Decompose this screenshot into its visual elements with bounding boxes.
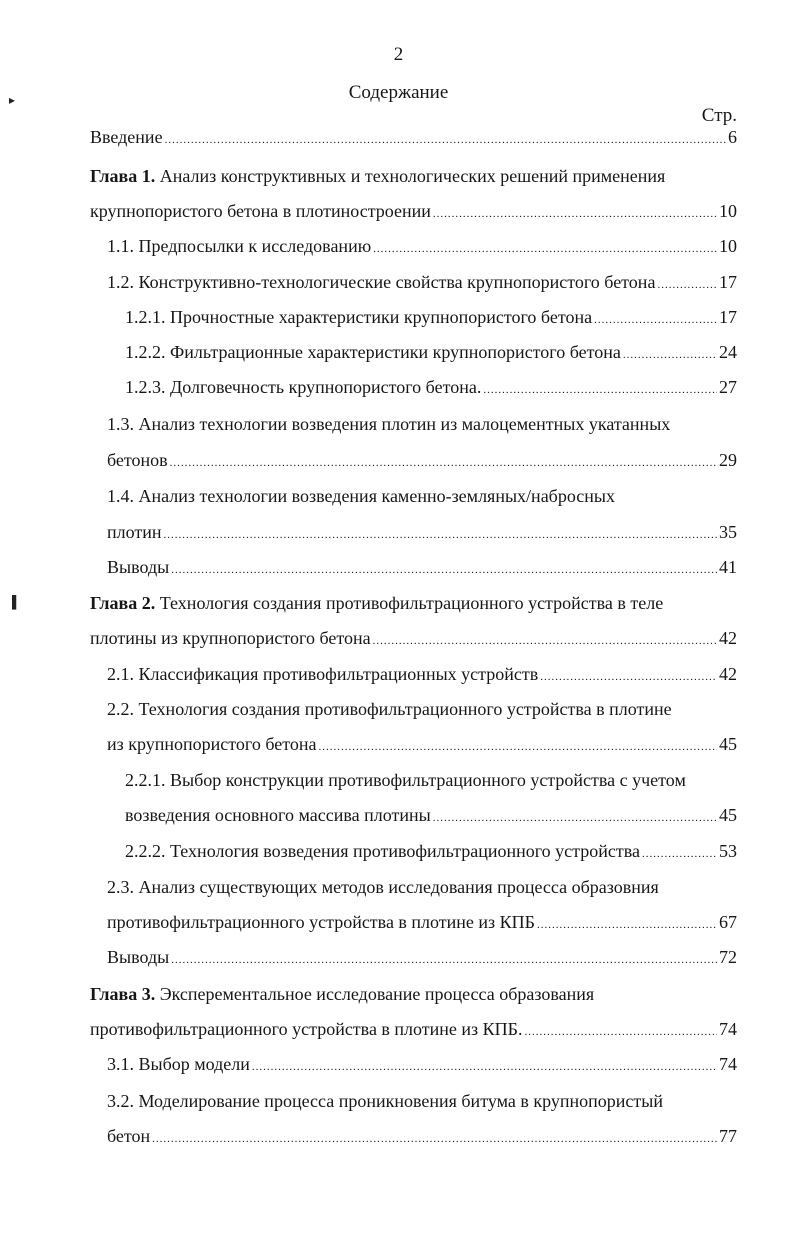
toc-entry-1-3-cont[interactable]: бетонов ..... 29 [107, 449, 737, 474]
toc-page: 35 [719, 522, 737, 542]
chapter-label: Глава 3. [90, 984, 156, 1004]
toc-page: 17 [719, 272, 737, 292]
toc-entry-2-2-cont[interactable]: из крупнопористого бетона ..... 45 [107, 733, 737, 758]
toc-entry-chapter-3[interactable]: Глава 3. Эксперементальное исследование процесса образования [90, 984, 595, 1004]
toc-entry-1-4-cont[interactable]: плотин ..... 35 [107, 521, 737, 546]
toc-page: 72 [719, 947, 737, 967]
toc-entry-1-4[interactable]: 1.4. Анализ технологии возведения каменно-земляных/набросных [107, 486, 615, 506]
toc-entry-2-2-1-cont[interactable]: возведения основного массива плотины ..... 45 [125, 804, 737, 829]
toc-entry-1-3[interactable]: 1.3. Анализ технологии возведения плотин из малоцементных укатанных [107, 414, 671, 434]
toc-entry-chapter-1[interactable]: Глава 1. Анализ конструктивных и технологических решений применения [90, 166, 666, 186]
toc-entry-2-1[interactable]: 2.1. Классификация противофильтрационных устройств ..... 42 [107, 663, 737, 688]
toc-page: 24 [719, 342, 737, 362]
toc-entry-3-2[interactable]: 3.2. Моделирование процесса проникновения битума в крупнопористый [107, 1091, 663, 1111]
toc-entry-intro[interactable]: Введение ..... 6 [90, 126, 737, 151]
toc-page: 74 [719, 1019, 737, 1039]
toc-entry-2-3[interactable]: 2.3. Анализ существующих методов исследования процесса образовния [107, 877, 659, 897]
toc-page: 17 [719, 307, 737, 327]
toc-entry-chapter-1-cont[interactable]: крупнопористого бетона в плотиностроении ..... 10 [90, 200, 737, 225]
toc-entry-1-2-2[interactable]: 1.2.2. Фильтрационные характеристики крупнопористого бетона ..... 24 [125, 341, 737, 366]
toc-entry-2-2-2[interactable]: 2.2.2. Технология возведения противофильтрационного устройства ..... 53 [125, 840, 737, 865]
toc-entry-conclusions-1[interactable]: Выводы ..... 41 [107, 556, 737, 581]
toc-page: 27 [719, 377, 737, 397]
toc-entry-2-2-1[interactable]: 2.2.1. Выбор конструкции противофильтрационного устройства с учетом [125, 770, 686, 790]
toc-entry-chapter-2-cont[interactable]: плотины из крупнопористого бетона ..... 42 [90, 627, 737, 652]
toc-entry-3-1[interactable]: 3.1. Выбор модели ..... 74 [107, 1053, 737, 1078]
toc-page: 53 [719, 841, 737, 861]
chapter-label: Глава 1. [90, 166, 156, 186]
scan-mark: ▌ [12, 595, 21, 609]
toc-page: 67 [719, 912, 737, 932]
toc-page: 42 [719, 628, 737, 648]
toc-page: 77 [719, 1126, 737, 1146]
toc-entry-2-3-cont[interactable]: противофильтрационного устройства в плотине из КПБ ..... 67 [107, 911, 737, 936]
toc-page: 29 [719, 450, 737, 470]
toc-page: 42 [719, 664, 737, 684]
toc-page: 74 [719, 1054, 737, 1074]
toc-page: 6 [728, 127, 737, 147]
toc-page: 45 [719, 734, 737, 754]
page-column-header: Стр. [701, 105, 737, 126]
toc-page: 10 [719, 236, 737, 256]
toc-entry-1-2[interactable]: 1.2. Конструктивно-технологические свойства крупнопористого бетона ..... 17 [107, 271, 737, 296]
toc-page: 41 [719, 557, 737, 577]
toc-entry-chapter-3-cont[interactable]: противофильтрационного устройства в плотине из КПБ. ..... 74 [90, 1018, 737, 1043]
chapter-label: Глава 2. [90, 593, 156, 613]
toc-page: 45 [719, 805, 737, 825]
toc-entry-1-2-3[interactable]: 1.2.3. Долговечность крупнопористого бетона. ..... 27 [125, 376, 737, 401]
toc-entry-2-2[interactable]: 2.2. Технология создания противофильтрационного устройства в плотине [107, 699, 672, 719]
toc-entry-1-1[interactable]: 1.1. Предпосылки к исследованию ..... 10 [107, 235, 737, 260]
page-number: 2 [393, 44, 404, 65]
toc-page: 10 [719, 201, 737, 221]
toc-entry-conclusions-2[interactable]: Выводы ..... 72 [107, 946, 737, 971]
toc-entry-1-2-1[interactable]: 1.2.1. Прочностные характеристики крупнопористого бетона ..... 17 [125, 306, 737, 331]
page-title: Содержание [348, 82, 449, 103]
scan-mark: ▸ [9, 93, 16, 107]
toc-entry-chapter-2[interactable]: Глава 2. Технология создания противофильтрационного устройства в теле [90, 593, 664, 613]
toc-entry-3-2-cont[interactable]: бетон ..... 77 [107, 1125, 737, 1150]
